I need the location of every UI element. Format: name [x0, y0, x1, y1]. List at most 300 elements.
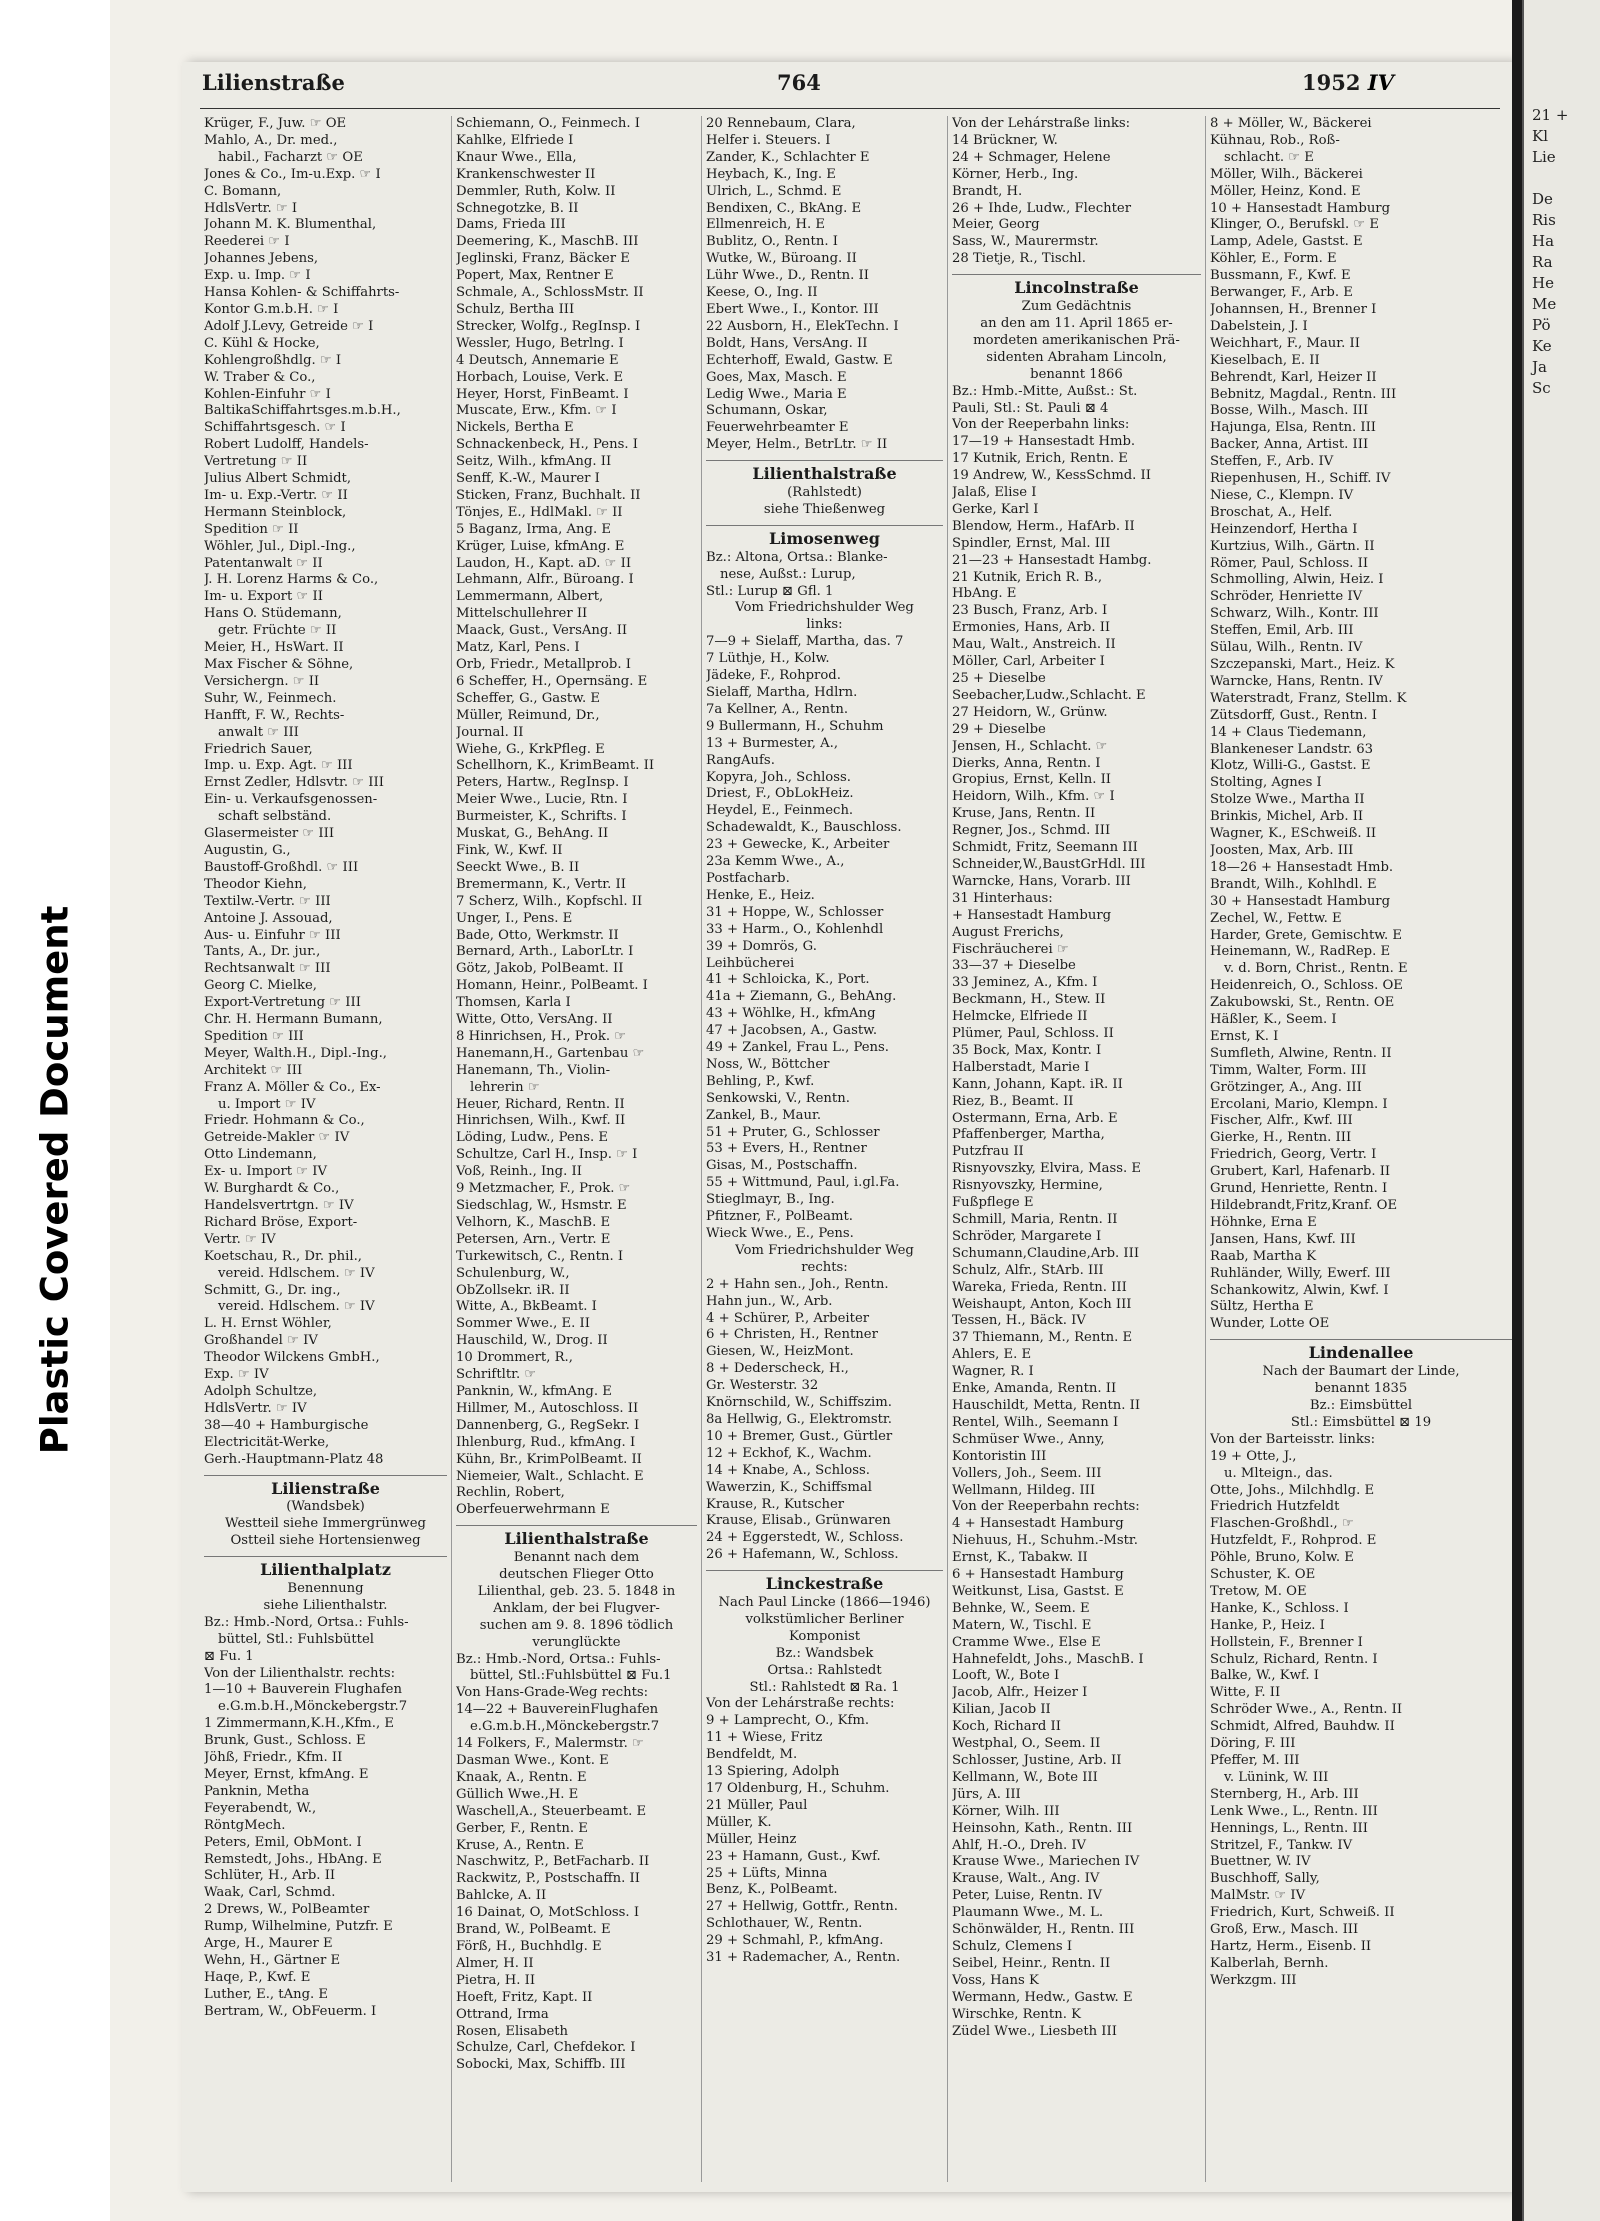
directory-entry: Vertretung ☞ II [204, 454, 308, 470]
directory-entry: Hennings, L., Rentn. III [1210, 1820, 1368, 1836]
street-heading: Lilienstraße [204, 1475, 447, 1498]
directory-entry: Körner, Herb., Ing. [952, 166, 1079, 182]
directory-entry: Patentanwalt ☞ II [204, 555, 323, 571]
directory-entry: Wagner, R. I [952, 1364, 1034, 1380]
directory-entry: Hahn jun., W., Arb. [706, 1293, 833, 1309]
directory-entry: Stieglmayr, B., Ing. [706, 1192, 835, 1208]
directory-entry: Flaschen-Großhdl., ☞ [1210, 1516, 1354, 1532]
directory-entry: 7—9 + Sielaff, Martha, das. 7 [706, 634, 904, 650]
directory-entry: Lühr Wwe., D., Rentn. II [706, 268, 869, 284]
directory-entry: Knaak, A., Rentn. E [456, 1769, 587, 1785]
directory-page [182, 62, 1512, 2192]
directory-entry: Gierke, H., Rentn. III [1210, 1130, 1352, 1146]
adjacent-fragment: Ja [1532, 358, 1547, 376]
directory-entry: Hauschildt, Metta, Rentn. II [952, 1397, 1141, 1413]
directory-entry: 8 + Möller, W., Bäckerei [1210, 116, 1372, 131]
directory-entry: Schmale, A., SchlossMstr. II [456, 285, 644, 301]
directory-entry: Ellmenreich, H. E [706, 217, 825, 233]
directory-entry: Helmcke, Elfriede II [952, 1009, 1088, 1025]
directory-entry: Krause, R., Kutscher [706, 1496, 845, 1512]
directory-entry: Matern, W., Tischl. E [952, 1617, 1092, 1633]
directory-entry: Bahlcke, A. II [456, 1888, 547, 1904]
directory-entry: 6 Scheffer, H., Opernsäng. E [456, 673, 648, 689]
directory-entry: Schmidt, Alfred, Bauhdw. II [1210, 1719, 1395, 1735]
directory-entry: Pfaffenberger, Martha, [952, 1127, 1105, 1143]
directory-entry: Dierks, Anna, Rentn. I [952, 755, 1101, 771]
directory-entry: Schneider,W.,BaustGrHdl. III [952, 856, 1146, 872]
directory-entry: Velhorn, K., MaschB. E [456, 1214, 611, 1230]
directory-entry: Ernst, K., Tabakw. II [952, 1550, 1088, 1566]
directory-entry: 26 + Hafemann, W., Schloss. [706, 1547, 899, 1563]
directory-entry: 24 + Schmager, Helene [952, 149, 1111, 165]
directory-entry: Vollers, Joh., Seem. III [952, 1465, 1102, 1481]
directory-entry: Pietra, H. II [456, 1972, 536, 1988]
directory-entry: Von Hans-Grade-Weg rechts: [456, 1685, 649, 1701]
directory-entry: 7 Lüthje, H., Kolw. [706, 651, 830, 667]
directory-entry: Lenk Wwe., L., Rentn. III [1210, 1803, 1378, 1819]
directory-entry: Heidorn, Wilh., Kfm. ☞ I [952, 789, 1115, 805]
directory-entry: 14—22 + BauvereinFlughafen [456, 1702, 659, 1718]
directory-entry: Brinkis, Michel, Arb. II [1210, 809, 1364, 825]
directory-entry: Zakubowski, St., Rentn. OE [1210, 995, 1395, 1011]
directory-entry: Ermonies, Hans, Arb. II [952, 620, 1111, 636]
directory-entry: 17 Oldenburg, H., Schuhm. [706, 1781, 890, 1796]
directory-entry: HbAng. E [952, 586, 1017, 602]
directory-entry: Rackwitz, P., Postschaffn. II [456, 1871, 640, 1887]
directory-entry: Leihbücherei [706, 955, 795, 971]
directory-entry: 14 + Claus Tiedemann, [1210, 724, 1367, 740]
directory-entry: Demmler, Ruth, Kolw. II [456, 183, 616, 199]
directory-entry: Panknin, W., kfmAng. E [456, 1383, 612, 1399]
directory-entry: Plaumann Wwe., M. L. [952, 1905, 1104, 1921]
directory-entry: Schultze, Carl H., Insp. ☞ I [456, 1147, 638, 1163]
directory-entry: Ostermann, Erna, Arb. E [952, 1110, 1118, 1126]
directory-entry: Schellhorn, K., KrimBeamt. II [456, 758, 655, 774]
directory-entry: Sticken, Franz, Buchhalt. II [456, 487, 641, 503]
directory-entry: schlacht. ☞ E [1224, 149, 1314, 165]
directory-entry: Berwanger, F., Arb. E [1210, 285, 1353, 301]
directory-entry: 11 + Wiese, Fritz [706, 1730, 823, 1746]
directory-entry: Bussmann, F., Kwf. E [1210, 268, 1351, 284]
directory-entry: Hanfft, F. W., Rechts- [204, 707, 345, 723]
directory-entry: HdlsVertr. ☞ IV [204, 1400, 307, 1416]
header-rule [200, 108, 1500, 109]
directory-entry: Schriftltr. ☞ [456, 1367, 537, 1383]
directory-entry: Häßler, K., Seem. I [1210, 1012, 1337, 1028]
directory-entry: Meier, H., HsWart. II [204, 640, 344, 656]
directory-entry: Schumann,Claudine,Arb. III [952, 1245, 1140, 1261]
directory-entry: büttel, Stl.:Fuhlsbüttel ⊠ Fu.1 [470, 1668, 672, 1684]
directory-entry: Friedrich Hutzfeldt [1210, 1499, 1340, 1515]
directory-entry: Strecker, Wolfg., RegInsp. I [456, 318, 641, 334]
directory-entry: 39 + Domrös, G. [706, 938, 817, 954]
directory-entry: 33 + Harm., O., Kohlenhdl [706, 921, 884, 937]
directory-entry: 23a Kemm Wwe., A., [706, 854, 845, 870]
directory-entry: Wagner, K., ESchweiß. II [1210, 826, 1377, 842]
directory-entry: Kühn, Br., KrimPolBeamt. II [456, 1451, 642, 1467]
adjacent-fragment: Lie [1532, 148, 1556, 166]
street-note: an den am 11. April 1865 er- [980, 315, 1173, 331]
adjacent-page-edge [1512, 0, 1600, 2221]
directory-entry: 10 + Bremer, Gust., Gürtler [706, 1428, 893, 1444]
directory-entry: Koetschau, R., Dr. phil., [204, 1248, 362, 1264]
directory-entry: Wessler, Hugo, Betrlng. I [456, 335, 624, 351]
directory-entry: 20 Rennebaum, Clara, [706, 116, 856, 131]
directory-entry: 14 Brückner, W. [952, 132, 1058, 148]
directory-entry: Meyer, Ernst, kfmAng. E [204, 1767, 369, 1782]
street-note: Vom Friedrichshulder Weg [735, 600, 914, 616]
directory-entry: 29 + Dieselbe [952, 721, 1046, 737]
directory-entry: schaft selbständ. [218, 809, 332, 825]
directory-entry: Bz.: Hmb.-Mitte, Außst.: St. [952, 383, 1138, 399]
directory-entry: Güllich Wwe.,H. E [456, 1786, 579, 1802]
directory-entry: Kurtzius, Wilh., Gärtn. II [1210, 538, 1375, 554]
directory-entry: Friedrich Sauer, [204, 741, 313, 757]
directory-entry: vereid. Hdlschem. ☞ IV [218, 1265, 375, 1281]
directory-entry: Helfer i. Steuers. I [706, 132, 831, 148]
directory-entry: 19 + Otte, J., [1210, 1448, 1297, 1464]
street-note: Ortsa.: Rahlstedt [767, 1662, 882, 1678]
directory-entry: 55 + Wittmund, Paul, i.gl.Fa. [706, 1175, 900, 1191]
directory-entry: Brand, W., PolBeamt. E [456, 1922, 611, 1938]
directory-entry: Imp. u. Exp. Agt. ☞ III [204, 758, 353, 774]
directory-entry: Risnyovszky, Elvira, Mass. E [952, 1161, 1142, 1177]
directory-entry: Wutke, W., Büroang. II [706, 251, 857, 267]
directory-entry: Boldt, Hans, VersAng. II [706, 335, 868, 351]
directory-entry: Hansa Kohlen- & Schiffahrts- [204, 285, 400, 301]
directory-entry: Harder, Grete, Gemischtw. E [1210, 927, 1403, 943]
directory-entry: Electricität-Werke, [204, 1434, 330, 1450]
directory-entry: Vertr. ☞ IV [204, 1231, 276, 1247]
directory-entry: Dabelstein, J. I [1210, 318, 1308, 334]
street-heading: Lincolnstraße [952, 274, 1201, 297]
directory-entry: Förß, H., Buchhdlg. E [456, 1938, 602, 1954]
directory-entry: Dams, Frieda III [456, 217, 566, 233]
directory-entry: Bz.: Altona, Ortsa.: Blanke- [706, 549, 888, 565]
directory-entry: Schulze, Carl, Chefdekor. I [456, 2040, 636, 2056]
directory-entry: Sielaff, Martha, Hdlrn. [706, 685, 858, 700]
directory-entry: Wirschke, Rentn. K [952, 2006, 1081, 2022]
directory-entry: Schulenburg, W., [456, 1265, 570, 1281]
year: 1952 [1302, 70, 1361, 95]
directory-entry: Timm, Walter, Form. III [1210, 1062, 1367, 1078]
directory-entry: Kahlke, Elfriede I [456, 132, 574, 148]
directory-entry: 33—37 + Dieselbe [952, 958, 1076, 974]
directory-entry: Jones & Co., Im-u.Exp. ☞ I [204, 166, 381, 182]
directory-entry: Wellmann, Hildeg. III [952, 1482, 1096, 1498]
street-note: rechts: [801, 1259, 848, 1275]
directory-entry: Hoeft, Fritz, Kapt. II [456, 1989, 593, 2005]
directory-entry: Löding, Ludw., Pens. E [456, 1130, 609, 1146]
directory-entry: Broschat, A., Helf. [1210, 504, 1333, 520]
directory-entry: Szczepanski, Mart., Heiz. K [1210, 657, 1395, 672]
directory-entry: Zechel, W., Fettw. E [1210, 910, 1342, 926]
directory-entry: Fischer, Alfr., Kwf. III [1210, 1113, 1353, 1129]
directory-entry: Backer, Anna, Artist. III [1210, 437, 1369, 453]
directory-entry: 9 Metzmacher, F., Prok. ☞ [456, 1181, 631, 1197]
directory-entry: Römer, Paul, Schloss. II [1210, 555, 1369, 571]
directory-entry: Handelsvertrtgn. ☞ IV [204, 1198, 354, 1213]
directory-entry: 4 + Schürer, P., Arbeiter [706, 1310, 870, 1326]
directory-entry: Friedrich, Kurt, Schweiß. II [1210, 1905, 1395, 1921]
directory-entry: 13 + Burmester, A., [706, 735, 839, 751]
running-head-street: Lilienstraße [202, 70, 345, 95]
directory-entry: Weitkunst, Lisa, Gastst. E [952, 1583, 1124, 1599]
directory-entry: Johann M. K. Blumenthal, [204, 217, 377, 233]
directory-entry: Dasman Wwe., Kont. E [456, 1753, 609, 1768]
directory-entry: Kontoristin III [952, 1448, 1047, 1464]
directory-entry: Blankeneser Landstr. 63 [1210, 741, 1374, 757]
directory-entry: Joosten, Max, Arb. III [1210, 842, 1354, 858]
directory-entry: Dannenberg, G., RegSekr. I [456, 1417, 640, 1433]
directory-entry: Möller, Carl, Arbeiter I [952, 654, 1105, 670]
directory-entry: 9 + Lamprecht, O., Kfm. [706, 1713, 870, 1729]
directory-entry: 51 + Pruter, G., Schlosser [706, 1124, 880, 1140]
directory-entry: 26 + Ihde, Ludw., Flechter [952, 200, 1131, 216]
directory-column-2 [452, 116, 702, 2182]
directory-entry: Jeglinski, Franz, Bäcker E [456, 251, 630, 267]
directory-entry: 27 + Hellwig, Gottfr., Rentn. [706, 1899, 898, 1915]
directory-entry: Hanke, P., Heiz. I [1210, 1617, 1325, 1633]
directory-entry: 14 Folkers, F., Malermstr. ☞ [456, 1736, 644, 1752]
street-heading: Lilienthalstraße [706, 460, 943, 483]
directory-entry: Baustoff-Großhdl. ☞ III [204, 859, 359, 875]
directory-entry: Postfacharb. [706, 870, 790, 886]
directory-entry: Witte, Otto, VersAng. II [456, 1012, 613, 1028]
directory-entry: Friedr. Hohmann & Co., [204, 1113, 365, 1129]
directory-entry: Hutzfeldt, F., Rohprod. E [1210, 1533, 1377, 1549]
directory-entry: Otto Lindemann, [204, 1147, 317, 1163]
directory-entry: Burmeister, K., Schrifts. I [456, 809, 627, 825]
directory-entry: Gerke, Karl I [952, 501, 1039, 517]
directory-entry: Kühnau, Rob., Roß- [1210, 132, 1340, 148]
directory-entry: Mahlo, A., Dr. med., [204, 132, 338, 148]
directory-entry: Müller, Heinz [706, 1831, 797, 1847]
directory-entry: Koch, Richard II [952, 1719, 1061, 1735]
left-strip [0, 0, 110, 2221]
directory-entry: v. d. Born, Christ., Rentn. E [1224, 961, 1408, 977]
directory-entry: Horbach, Louise, Verk. E [456, 369, 624, 385]
directory-entry: Kruse, A., Rentn. E [456, 1837, 584, 1853]
directory-entry: Jalaß, Elise I [952, 485, 1037, 501]
directory-entry: Petersen, Arn., Vertr. E [456, 1231, 611, 1247]
directory-entry: 8a Hellwig, G., Elektromstr. [706, 1411, 892, 1427]
adjacent-fragment: Ha [1532, 232, 1555, 250]
directory-entry: Warncke, Hans, Rentn. IV [1210, 673, 1383, 689]
directory-entry: Getreide-Makler ☞ IV [204, 1130, 350, 1146]
directory-entry: Cramme Wwe., Else E [952, 1634, 1101, 1650]
directory-entry: Arge, H., Maurer E [204, 1936, 333, 1952]
street-note: Vom Friedrichshulder Weg [735, 1242, 914, 1258]
directory-entry: Klotz, Willi-G., Gastst. E [1210, 758, 1371, 774]
directory-entry: Spindler, Ernst, Mal. III [952, 535, 1111, 551]
directory-entry: Bublitz, O., Rentn. I [706, 234, 838, 250]
directory-entry: Thomsen, Karla I [456, 995, 571, 1011]
directory-entry: Waak, Carl, Schmd. [204, 1885, 336, 1901]
directory-entry: Exp. ☞ IV [204, 1367, 269, 1383]
directory-entry: Von der Barteisstr. links: [1210, 1431, 1376, 1447]
directory-entry: Müller, K. [706, 1814, 772, 1830]
directory-entry: Schadewaldt, K., Bauschloss. [706, 820, 902, 836]
directory-entry: Schulz, Alfr., StArb. III [952, 1262, 1104, 1278]
directory-entry: Exp. u. Imp. ☞ I [204, 268, 311, 284]
directory-entry: Schiemann, O., Feinmech. I [456, 116, 641, 131]
directory-entry: vereid. Hdlschem. ☞ IV [218, 1299, 375, 1315]
directory-entry: Meier, Georg [952, 217, 1040, 233]
directory-entry: 31 Hinterhaus: [952, 890, 1053, 906]
directory-entry: Schmüser Wwe., Anny, [952, 1431, 1105, 1447]
directory-entry: Homann, Heinr., PolBeamt. I [456, 978, 648, 994]
directory-entry: Krüger, F., Juw. ☞ OE [204, 116, 347, 131]
directory-entry: Köhler, E., Form. E [1210, 251, 1337, 267]
directory-entry: Rechtsanwalt ☞ III [204, 961, 331, 977]
directory-entry: 53 + Evers, H., Rentner [706, 1141, 867, 1157]
directory-entry: Haqe, P., Kwf. E [204, 1969, 311, 1985]
directory-entry: Plümer, Paul, Schloss. II [952, 1026, 1114, 1042]
directory-entry: e.G.m.b.H.,Mönckebergstr.7 [470, 1719, 660, 1735]
adjacent-fragment: De [1532, 190, 1553, 208]
directory-entry: Rump, Wilhelmine, Putzfr. E [204, 1919, 393, 1935]
street-note: links: [806, 617, 843, 633]
directory-entry: Panknin, Metha [204, 1783, 310, 1799]
directory-entry: Textilw.-Vertr. ☞ III [204, 893, 331, 909]
directory-entry: Kilian, Jacob II [952, 1702, 1051, 1718]
directory-entry: Zander, K., Schlachter E [706, 149, 870, 165]
directory-entry: Steffen, F., Arb. IV [1210, 454, 1334, 470]
directory-entry: Muscate, Erw., Kfm. ☞ I [456, 403, 617, 419]
street-note: Benannt nach dem [513, 1550, 640, 1566]
directory-entry: Schlosser, Justine, Arb. II [952, 1753, 1122, 1768]
directory-entry: Westphal, O., Seem. II [952, 1736, 1101, 1752]
directory-entry: 6 + Christen, H., Rentner [706, 1327, 878, 1343]
directory-entry: 25 + Dieselbe [952, 671, 1046, 686]
street-note: benannt 1835 [1314, 1381, 1408, 1397]
street-note: (Wandsbek) [286, 1499, 365, 1515]
directory-entry: Buschhoff, Sally, [1210, 1871, 1320, 1887]
directory-entry: Knaur Wwe., Ella, [456, 149, 577, 165]
directory-entry: 35 Bock, Max, Kontr. I [952, 1042, 1102, 1058]
directory-entry: Wieck Wwe., E., Pens. [706, 1226, 854, 1241]
directory-entry: 4 + Hansestadt Hamburg [952, 1516, 1124, 1532]
directory-entry: Peters, Hartw., RegInsp. I [456, 775, 629, 791]
directory-entry: 14 + Knabe, A., Schloss. [706, 1462, 870, 1478]
directory-entry: + Hansestadt Hamburg [952, 907, 1112, 923]
directory-entry: Grötzinger, A., Ang. III [1210, 1079, 1362, 1095]
directory-entry: Witte, A., BkBeamt. I [456, 1299, 597, 1315]
directory-entry: Ottrand, Irma [456, 2006, 549, 2022]
directory-entry: Krankenschwester II [456, 166, 596, 182]
directory-entry: J. H. Lorenz Harms & Co., [204, 572, 379, 588]
directory-entry: Enke, Amanda, Rentn. II [952, 1381, 1117, 1397]
directory-entry: Aus- u. Einfuhr ☞ III [204, 927, 341, 943]
directory-entry: 13 Spiering, Adolph [706, 1764, 840, 1780]
directory-entry: Wiehe, G., KrkPfleg. E [456, 741, 605, 757]
directory-entry: Journal. II [456, 724, 524, 740]
directory-entry: 30 + Hansestadt Hamburg [1210, 893, 1391, 909]
directory-entry: 24 + Eggerstedt, W., Schloss. [706, 1530, 904, 1546]
adjacent-fragment [1532, 168, 1600, 189]
directory-entry: Ernst, K. I [1210, 1028, 1279, 1044]
directory-entry: Max Fischer & Söhne, [204, 657, 354, 672]
directory-entry: Riez, B., Beamt. II [952, 1093, 1074, 1109]
street-note: verunglückte [532, 1634, 621, 1650]
directory-entry: 17—19 + Hansestadt Hmb. [952, 434, 1136, 450]
directory-entry: Ahlers, E. E [952, 1347, 1032, 1363]
directory-entry: Körner, Wilh. III [952, 1803, 1060, 1819]
directory-entry: Kellmann, W., Bote III [952, 1769, 1098, 1785]
directory-entry: Feyerabendt, W., [204, 1800, 317, 1816]
directory-entry: 12 + Eckhof, K., Wachm. [706, 1445, 872, 1461]
directory-entry: Robert Ludolff, Handels- [204, 437, 369, 453]
directory-entry: Heinemann, W., RadRep. E [1210, 944, 1391, 960]
directory-entry: Hajunga, Elsa, Rentn. III [1210, 420, 1377, 436]
street-note: Stl.: Eimsbüttel ⊠ 19 [1290, 1414, 1432, 1430]
directory-entry: Fink, W., Kwf. II [456, 842, 563, 858]
directory-entry: 21 Müller, Paul [706, 1797, 808, 1813]
directory-entry: Regner, Jos., Schmd. III [952, 823, 1111, 839]
directory-entry: Von der Lehárstraße links: [952, 116, 1131, 131]
directory-entry: Benz, K., PolBeamt. [706, 1882, 838, 1898]
directory-entry: Stl.: Lurup ⊠ Gfl. 1 [706, 583, 834, 599]
directory-entry: Krause, Walt., Ang. IV [952, 1871, 1100, 1887]
directory-entry: Wermann, Hedw., Gastw. E [952, 1989, 1133, 2005]
directory-entry: Riepenhusen, H., Schiff. IV [1210, 471, 1391, 487]
directory-entry: Stritzel, F., Tankw. IV [1210, 1837, 1353, 1853]
directory-entry: Seeckt Wwe., B. II [456, 859, 580, 875]
directory-entry: v. Lünink, W. III [1224, 1769, 1329, 1785]
directory-entry: Jädeke, F., Rohprod. [706, 668, 841, 684]
adjacent-fragment: 21 + [1532, 106, 1569, 124]
directory-entry: Buettner, W. IV [1210, 1854, 1311, 1870]
directory-entry: 41 + Schloicka, K., Port. [706, 972, 870, 988]
directory-entry: Lamp, Adele, Gastst. E [1210, 234, 1363, 250]
directory-entry: Lehmann, Alfr., Büroang. I [456, 572, 634, 588]
directory-entry: Spedition ☞ III [204, 1028, 304, 1044]
directory-entry: Noss, W., Böttcher [706, 1056, 830, 1072]
street-heading: Linckestraße [706, 1570, 943, 1593]
directory-entry: Hinrichsen, Wilh., Kwf. II [456, 1113, 626, 1129]
directory-entry: Brandt, H. [952, 183, 1023, 199]
directory-entry: Pauli, Stl.: St. Pauli ⊠ 4 [952, 400, 1109, 416]
directory-entry: Sobocki, Max, Schiffb. III [456, 2057, 626, 2073]
street-note: Bz.: Wandsbek [775, 1645, 874, 1661]
year-volume [1302, 70, 1394, 95]
directory-entry: Laudon, H., Kapt. aD. ☞ II [456, 555, 632, 571]
directory-entry: Wawerzin, K., Schiffsmal [706, 1479, 872, 1495]
directory-entry: Wöhler, Jul., Dipl.-Ing., [204, 538, 356, 554]
directory-entry: Theodor Kiehn, [204, 876, 307, 892]
directory-entry: Popert, Max, Rentner E [456, 268, 614, 284]
directory-entry: Adolf J.Levy, Getreide ☞ I [204, 318, 374, 334]
directory-entry: Almer, H. II [456, 1955, 534, 1971]
directory-entry: Sommer Wwe., E. II [456, 1316, 590, 1332]
directory-entry: Gerh.-Hauptmann-Platz 48 [204, 1451, 384, 1467]
directory-entry: Schröder, Margarete I [952, 1228, 1102, 1244]
directory-entry: Hildebrandt,Fritz,Kranf. OE [1210, 1198, 1398, 1213]
street-note: Bz.: Eimsbüttel [1309, 1397, 1413, 1413]
street-note: Nach Paul Lincke (1866—1946) [718, 1595, 931, 1611]
directory-entry: Schuster, K. OE [1210, 1567, 1316, 1583]
directory-entry: Meier Wwe., Lucie, Rtn. I [456, 792, 628, 808]
directory-entry: Schmitt, G., Dr. ing., [204, 1282, 341, 1298]
directory-entry: August Frerichs, [952, 924, 1064, 940]
directory-entry: Schulz, Bertha III [456, 301, 575, 317]
directory-entry: Reederei ☞ I [204, 234, 290, 250]
directory-entry: Grubert, Karl, Hafenarb. II [1210, 1164, 1391, 1180]
directory-entry: Sültz, Hertha E [1210, 1299, 1314, 1315]
directory-entry: Hahnefeldt, Johs., MaschB. I [952, 1651, 1144, 1667]
directory-entry: Hauschild, W., Drog. II [456, 1333, 608, 1349]
